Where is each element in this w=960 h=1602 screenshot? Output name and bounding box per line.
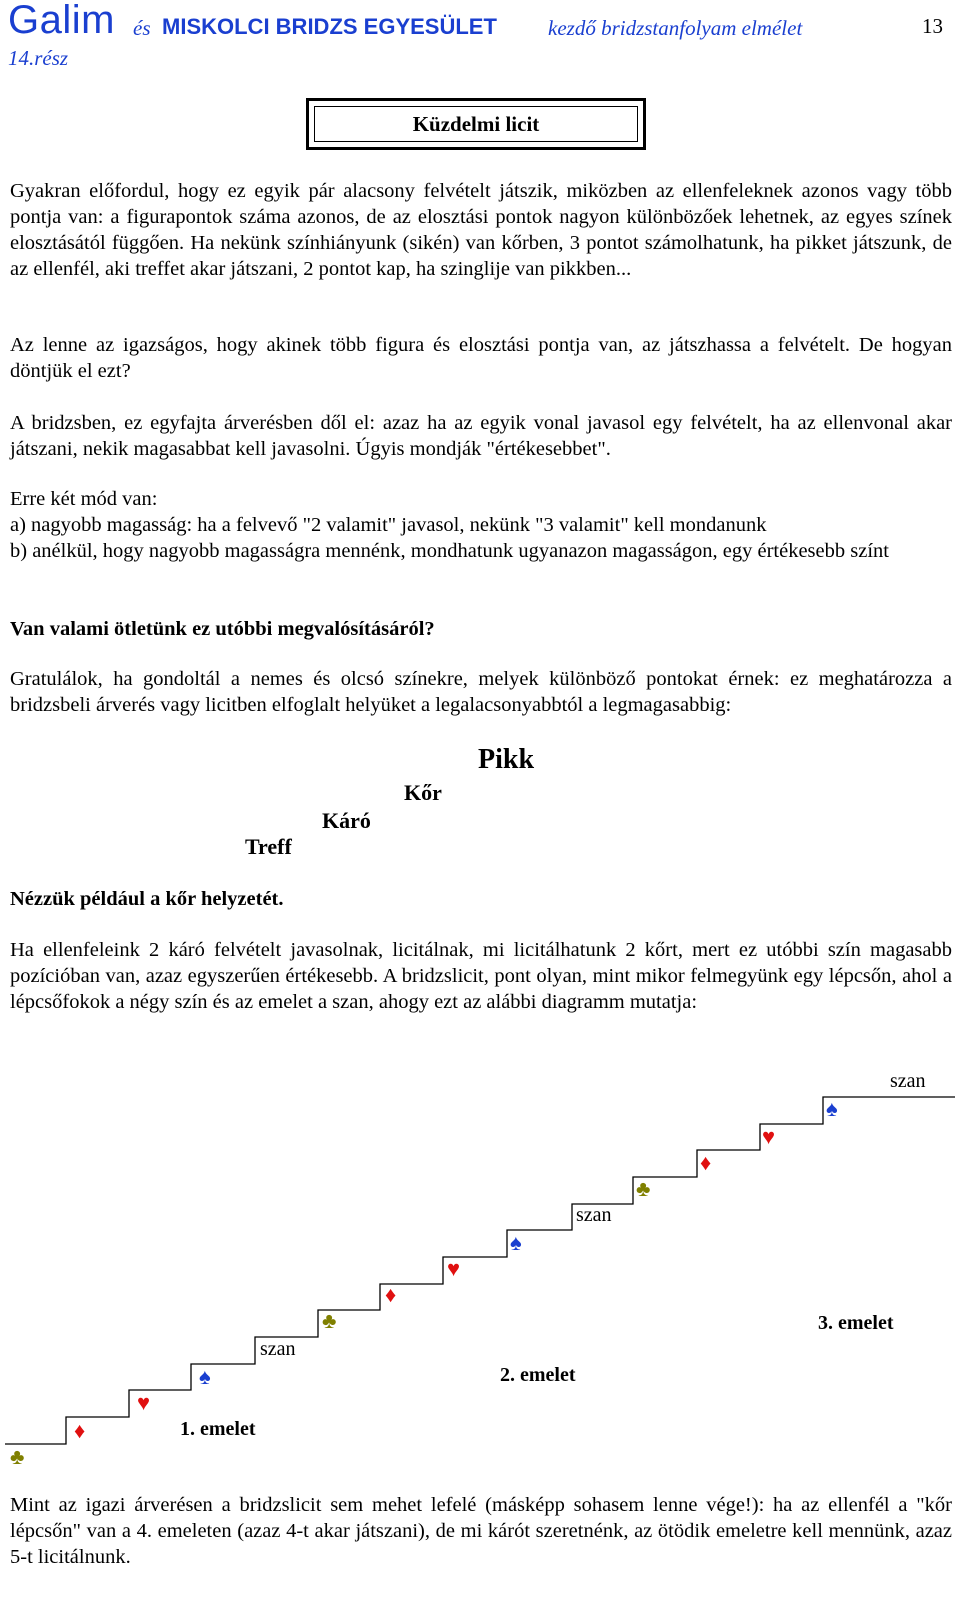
paragraph-4-intro: Erre két mód van:: [10, 488, 158, 510]
paragraph-1: Gyakran előfordul, hogy ez egyik pár alacsony felvételt játszik, miközben az ellenfeleknek azonos vagy több pontja van: a figurapontok száma azonos, de az elosztási pontok nagyon különbözőek lehetnek, az egyes színek elosztásától függően. Ha nekünk színhiányunk (sikén) van kőrben, 3 pontot számolhatunk, ha pikket játszunk, de az ellenfél, aki treffet akar játszani, 2 pontot kap, ha szinglije van pikkben...: [10, 180, 952, 280]
question-heading: Van valami ötletünk ez utóbbi megvalósításáról?: [10, 618, 435, 640]
paragraph-4-b: b) anélkül, hogy nagyobb magasságra mennénk, mondhatunk ugyanazon magasságon, egy értékesebb színt: [10, 540, 889, 562]
heart-icon: ♥: [447, 1256, 461, 1281]
paragraph-6: Ha ellenfeleink 2 káró felvételt javasolnak, licitálnak, mi licitálhatunk 2 kőrt, mert ez utóbbi szín magasabb pozícióban van, azaz egyszerűen értékesebb. A bridzslicit, pont olyan, mint mikor felmegyünk egy lépcsőn, ahol a lépcsőfokok a négy szín és az emelet a szan, ahogy ezt az alábbi diagramm mutatja:: [10, 939, 952, 1013]
header-course: kezdő bridzstanfolyam elmélet: [548, 16, 803, 40]
floor-3-label: 3. emelet: [818, 1312, 894, 1334]
header-brand: Galim: [8, 0, 115, 42]
heart-icon: ♥: [137, 1390, 151, 1415]
szan-label-3: szan: [890, 1070, 926, 1092]
paragraph-7: Mint az igazi árverésen a bridzslicit sem mehet lefelé (másképp sohasem lenne vége!): ha az ellenfél a "kőr lépcsőn" van a 4. emeleten (azaz 4-t akar játszani), de mi kárót szeretnénk, az ötödik emeletre kell mennünk, azaz 5-t licitálnunk.: [10, 1494, 952, 1568]
spade-icon: ♠: [826, 1096, 838, 1121]
spade-icon: ♠: [199, 1364, 211, 1389]
staircase-diagram: [0, 1060, 960, 1480]
diamond-icon: ♦: [74, 1418, 86, 1443]
paragraph-5: Gratulálok, ha gondoltál a nemes és olcsó színekre, melyek különböző pontokat érnek: ez meghatározza a bridzsbeli árverés vagy licitben elfoglalt helyüket a legalacsonyabbtól a legmagasabbig:: [10, 668, 952, 716]
rank-pikk: Pikk: [478, 744, 535, 775]
title-box: [306, 98, 646, 150]
rank-kor: Kőr: [404, 780, 442, 805]
rank-treff: Treff: [245, 834, 292, 859]
spade-icon: ♠: [510, 1230, 522, 1255]
header-part: 14.rész: [8, 46, 69, 70]
header-and: és: [133, 16, 151, 40]
page-number: 13: [922, 14, 943, 38]
page-title: Küzdelmi licit: [314, 106, 638, 142]
paragraph-2: Az lenne az igazságos, hogy akinek több figura és elosztási pontja van, az játszhassa a felvételt. De hogyan döntjük el ezt?: [10, 334, 952, 382]
rank-karo: Káró: [322, 808, 371, 833]
floor-2-label: 2. emelet: [500, 1364, 576, 1386]
szan-label-2: szan: [576, 1204, 612, 1226]
paragraph-4-a: a) nagyobb magasság: ha a felvevő "2 valamit" javasol, nekünk "3 valamit" kell mondanunk: [10, 514, 767, 536]
paragraph-3: A bridzsben, ez egyfajta árverésben dől el: azaz ha az egyik vonal javasol egy felvételt, ha az ellenvonal akar játszani, nekik magasabbat kell javasolni. Úgyis mondják "értékesebbet".: [10, 412, 952, 460]
diamond-icon: ♦: [700, 1150, 712, 1175]
diamond-icon: ♦: [385, 1282, 397, 1307]
header-club-name: MISKOLCI BRIDZS EGYESÜLET: [162, 14, 497, 39]
club-icon: ♣: [322, 1308, 337, 1333]
floor-1-label: 1. emelet: [180, 1418, 256, 1440]
example-heading: Nézzük például a kőr helyzetét.: [10, 888, 284, 910]
club-icon: ♣: [636, 1176, 651, 1201]
heart-icon: ♥: [762, 1124, 776, 1149]
club-icon: ♣: [10, 1444, 25, 1469]
szan-label-1: szan: [260, 1338, 296, 1360]
